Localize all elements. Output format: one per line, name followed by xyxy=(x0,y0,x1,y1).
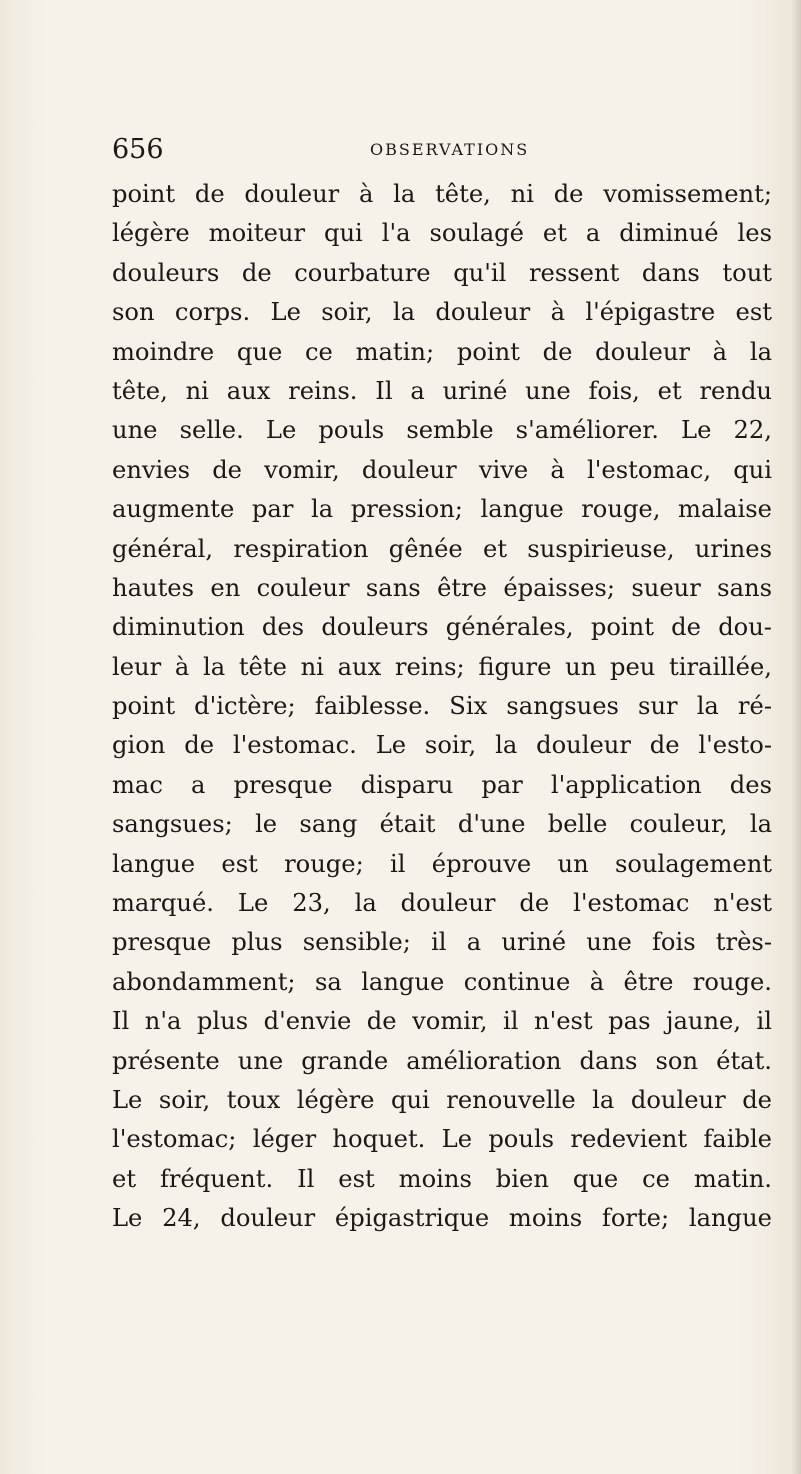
text-line: son corps. Le soir, la douleur à l'épigastre est xyxy=(112,298,772,327)
text-line: presque plus sensible; il a uriné une fois très- xyxy=(112,928,772,957)
text-line: hautes en couleur sans être épaisses; sueur sans xyxy=(112,573,772,602)
text-line: sangsues; le sang était d'une belle couleur, la xyxy=(112,810,772,839)
text-line: moindre que ce matin; point de douleur à la xyxy=(112,337,772,366)
text-line: Le 24, douleur épigastrique moins forte; langue xyxy=(112,1204,772,1233)
text-line: point de douleur à la tête, ni de vomissement; xyxy=(112,180,772,208)
text-line: et fréquent. Il est moins bien que ce matin. xyxy=(112,1164,772,1193)
text-line: tête, ni aux reins. Il a uriné une fois, et rendu xyxy=(112,376,772,405)
text-line: marqué. Le 23, la douleur de l'estomac n'est xyxy=(112,889,772,918)
text-line: mac a presque disparu par l'application des xyxy=(112,770,772,799)
text-line: Le soir, toux légère qui renouvelle la douleur de xyxy=(112,1085,772,1114)
text-line: présente une grande amélioration dans son état. xyxy=(112,1046,772,1075)
text-line: l'estomac; léger hoquet. Le pouls redevient faible xyxy=(112,1125,772,1154)
text-line: diminution des douleurs générales, point de dou- xyxy=(112,613,772,642)
text-line: légère moiteur qui l'a soulagé et a diminué les xyxy=(112,219,772,248)
page-number: 656 xyxy=(112,134,164,165)
text-line: leur à la tête ni aux reins; figure un peu tiraillée, xyxy=(112,652,772,681)
body-text xyxy=(112,175,772,1239)
text-line: point d'ictère; faiblesse. Six sangsues sur la ré- xyxy=(112,692,772,721)
page-edge-shadow xyxy=(791,0,801,1474)
page-header xyxy=(112,130,772,170)
text-line: général, respiration gênée et suspirieuse, urines xyxy=(112,534,772,563)
text-line: augmente par la pression; langue rouge, malaise xyxy=(112,495,772,524)
running-title: OBSERVATIONS xyxy=(370,140,530,159)
text-line: envies de vomir, douleur vive à l'estomac, qui xyxy=(112,455,772,484)
text-line: gion de l'estomac. Le soir, la douleur de l'esto- xyxy=(112,731,772,760)
text-line: Il n'a plus d'envie de vomir, il n'est pas jaune, il xyxy=(112,1007,772,1036)
text-line: douleurs de courbature qu'il ressent dans tout xyxy=(112,258,772,287)
text-line: langue est rouge; il éprouve un soulagement xyxy=(112,849,772,878)
text-line: abondamment; sa langue continue à être rouge. xyxy=(112,967,772,996)
text-line: une selle. Le pouls semble s'améliorer. Le 22, xyxy=(112,416,772,445)
